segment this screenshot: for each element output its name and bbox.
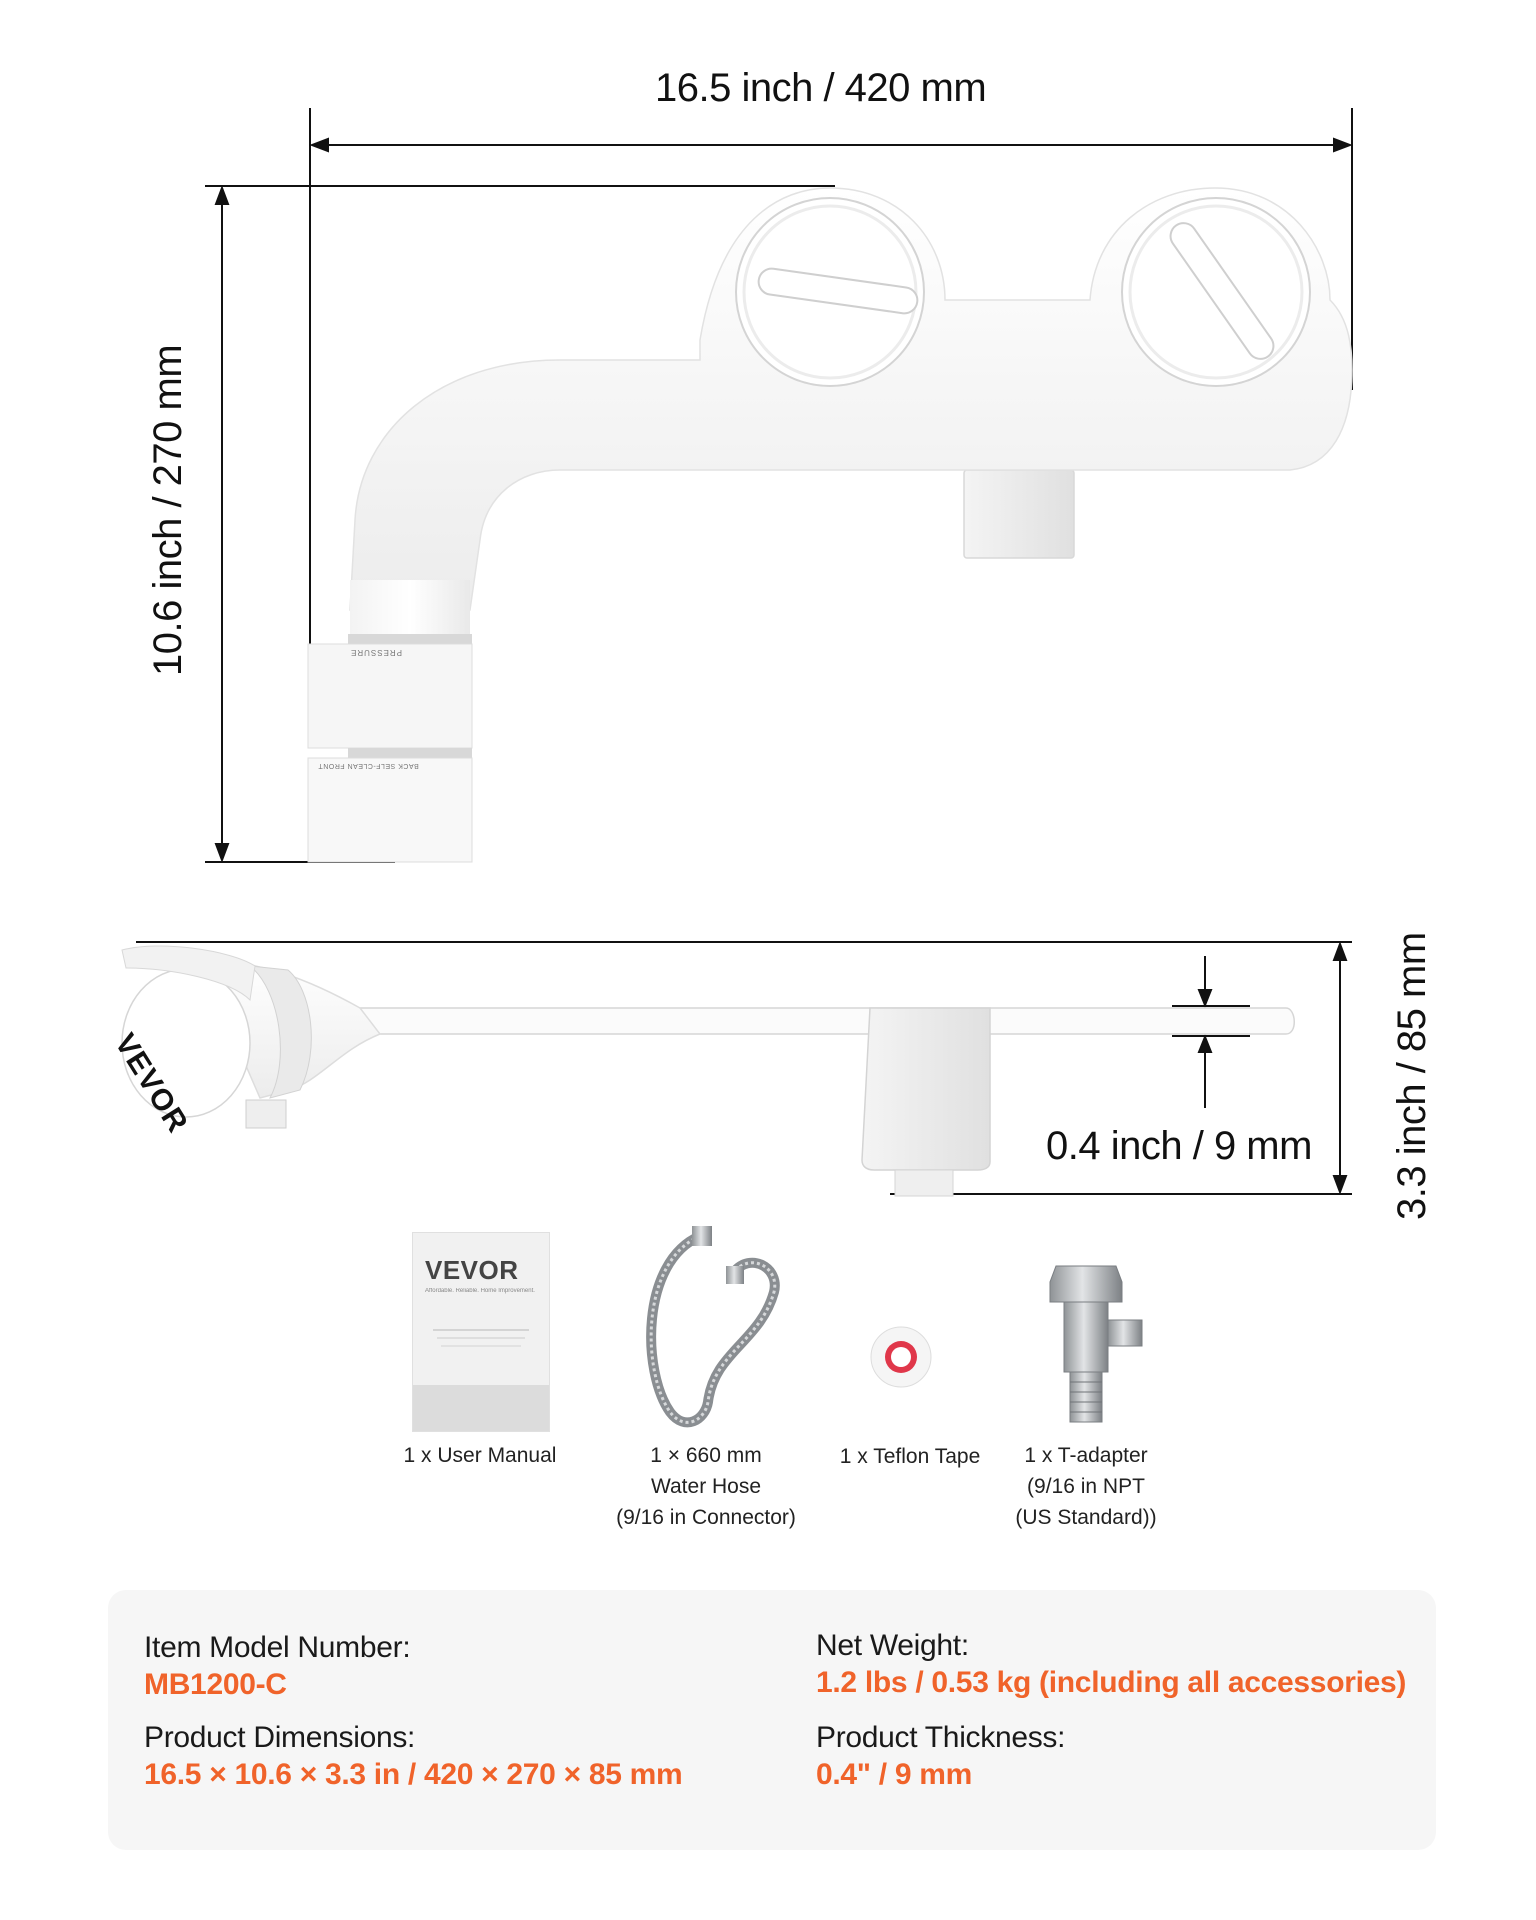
accessory-caption-manual: 1 x User Manual bbox=[403, 1444, 557, 1467]
manual-lines bbox=[441, 1345, 521, 1347]
spec-model-label: Item Model Number: bbox=[144, 1631, 411, 1664]
manual-tagline: Affordable. Reliable. Home Improvement. bbox=[425, 1288, 535, 1294]
manual-lines bbox=[437, 1337, 525, 1339]
side-view-brand-logo: VEVOR bbox=[108, 1028, 195, 1139]
teflon-tape-image bbox=[868, 1324, 934, 1390]
spec-panel bbox=[108, 1590, 1436, 1850]
manual-lines bbox=[433, 1329, 529, 1331]
spec-thickness-value: 0.4" / 9 mm bbox=[816, 1758, 973, 1791]
thickness-label: 0.4 inch / 9 mm bbox=[1046, 1124, 1312, 1168]
accessory-manual bbox=[412, 1232, 550, 1432]
accessory-caption-tape: 1 x Teflon Tape bbox=[839, 1445, 981, 1468]
spec-dimensions bbox=[144, 1720, 682, 1794]
t-adapter-image bbox=[1036, 1262, 1156, 1432]
spec-thickness bbox=[816, 1720, 1065, 1794]
water-hose-image bbox=[630, 1222, 790, 1442]
spec-model-value: MB1200-C bbox=[144, 1668, 287, 1701]
depth-label: 3.3 inch / 85 mm bbox=[1390, 932, 1434, 1220]
accessory-caption-hose: 1 × 660 mm Water Hose (9/16 in Connector) bbox=[616, 1444, 796, 1529]
manual-brand: VEVOR bbox=[425, 1255, 519, 1285]
spec-thickness-label: Product Thickness: bbox=[816, 1721, 1066, 1754]
height-label: 10.6 inch / 270 mm bbox=[146, 344, 190, 676]
dial-top-label: PRESSURE bbox=[350, 648, 403, 657]
spec-model bbox=[144, 1630, 410, 1704]
manual-footer bbox=[413, 1385, 549, 1431]
spec-weight-label: Net Weight: bbox=[816, 1629, 969, 1662]
length-label: 16.5 inch / 420 mm bbox=[655, 66, 987, 110]
spec-weight bbox=[816, 1628, 1406, 1702]
spec-dimensions-value: 16.5 × 10.6 × 3.3 in / 420 × 270 × 85 mm bbox=[144, 1758, 683, 1791]
spec-weight-value: 1.2 lbs / 0.53 kg (including all accessories) bbox=[816, 1666, 1407, 1699]
accessory-caption-adapter: 1 x T-adapter (9/16 in NPT (US Standard)) bbox=[1015, 1444, 1157, 1529]
dial-bottom-label: BACK SELF-CLEAN FRONT bbox=[318, 762, 419, 769]
spec-dimensions-label: Product Dimensions: bbox=[144, 1721, 416, 1754]
